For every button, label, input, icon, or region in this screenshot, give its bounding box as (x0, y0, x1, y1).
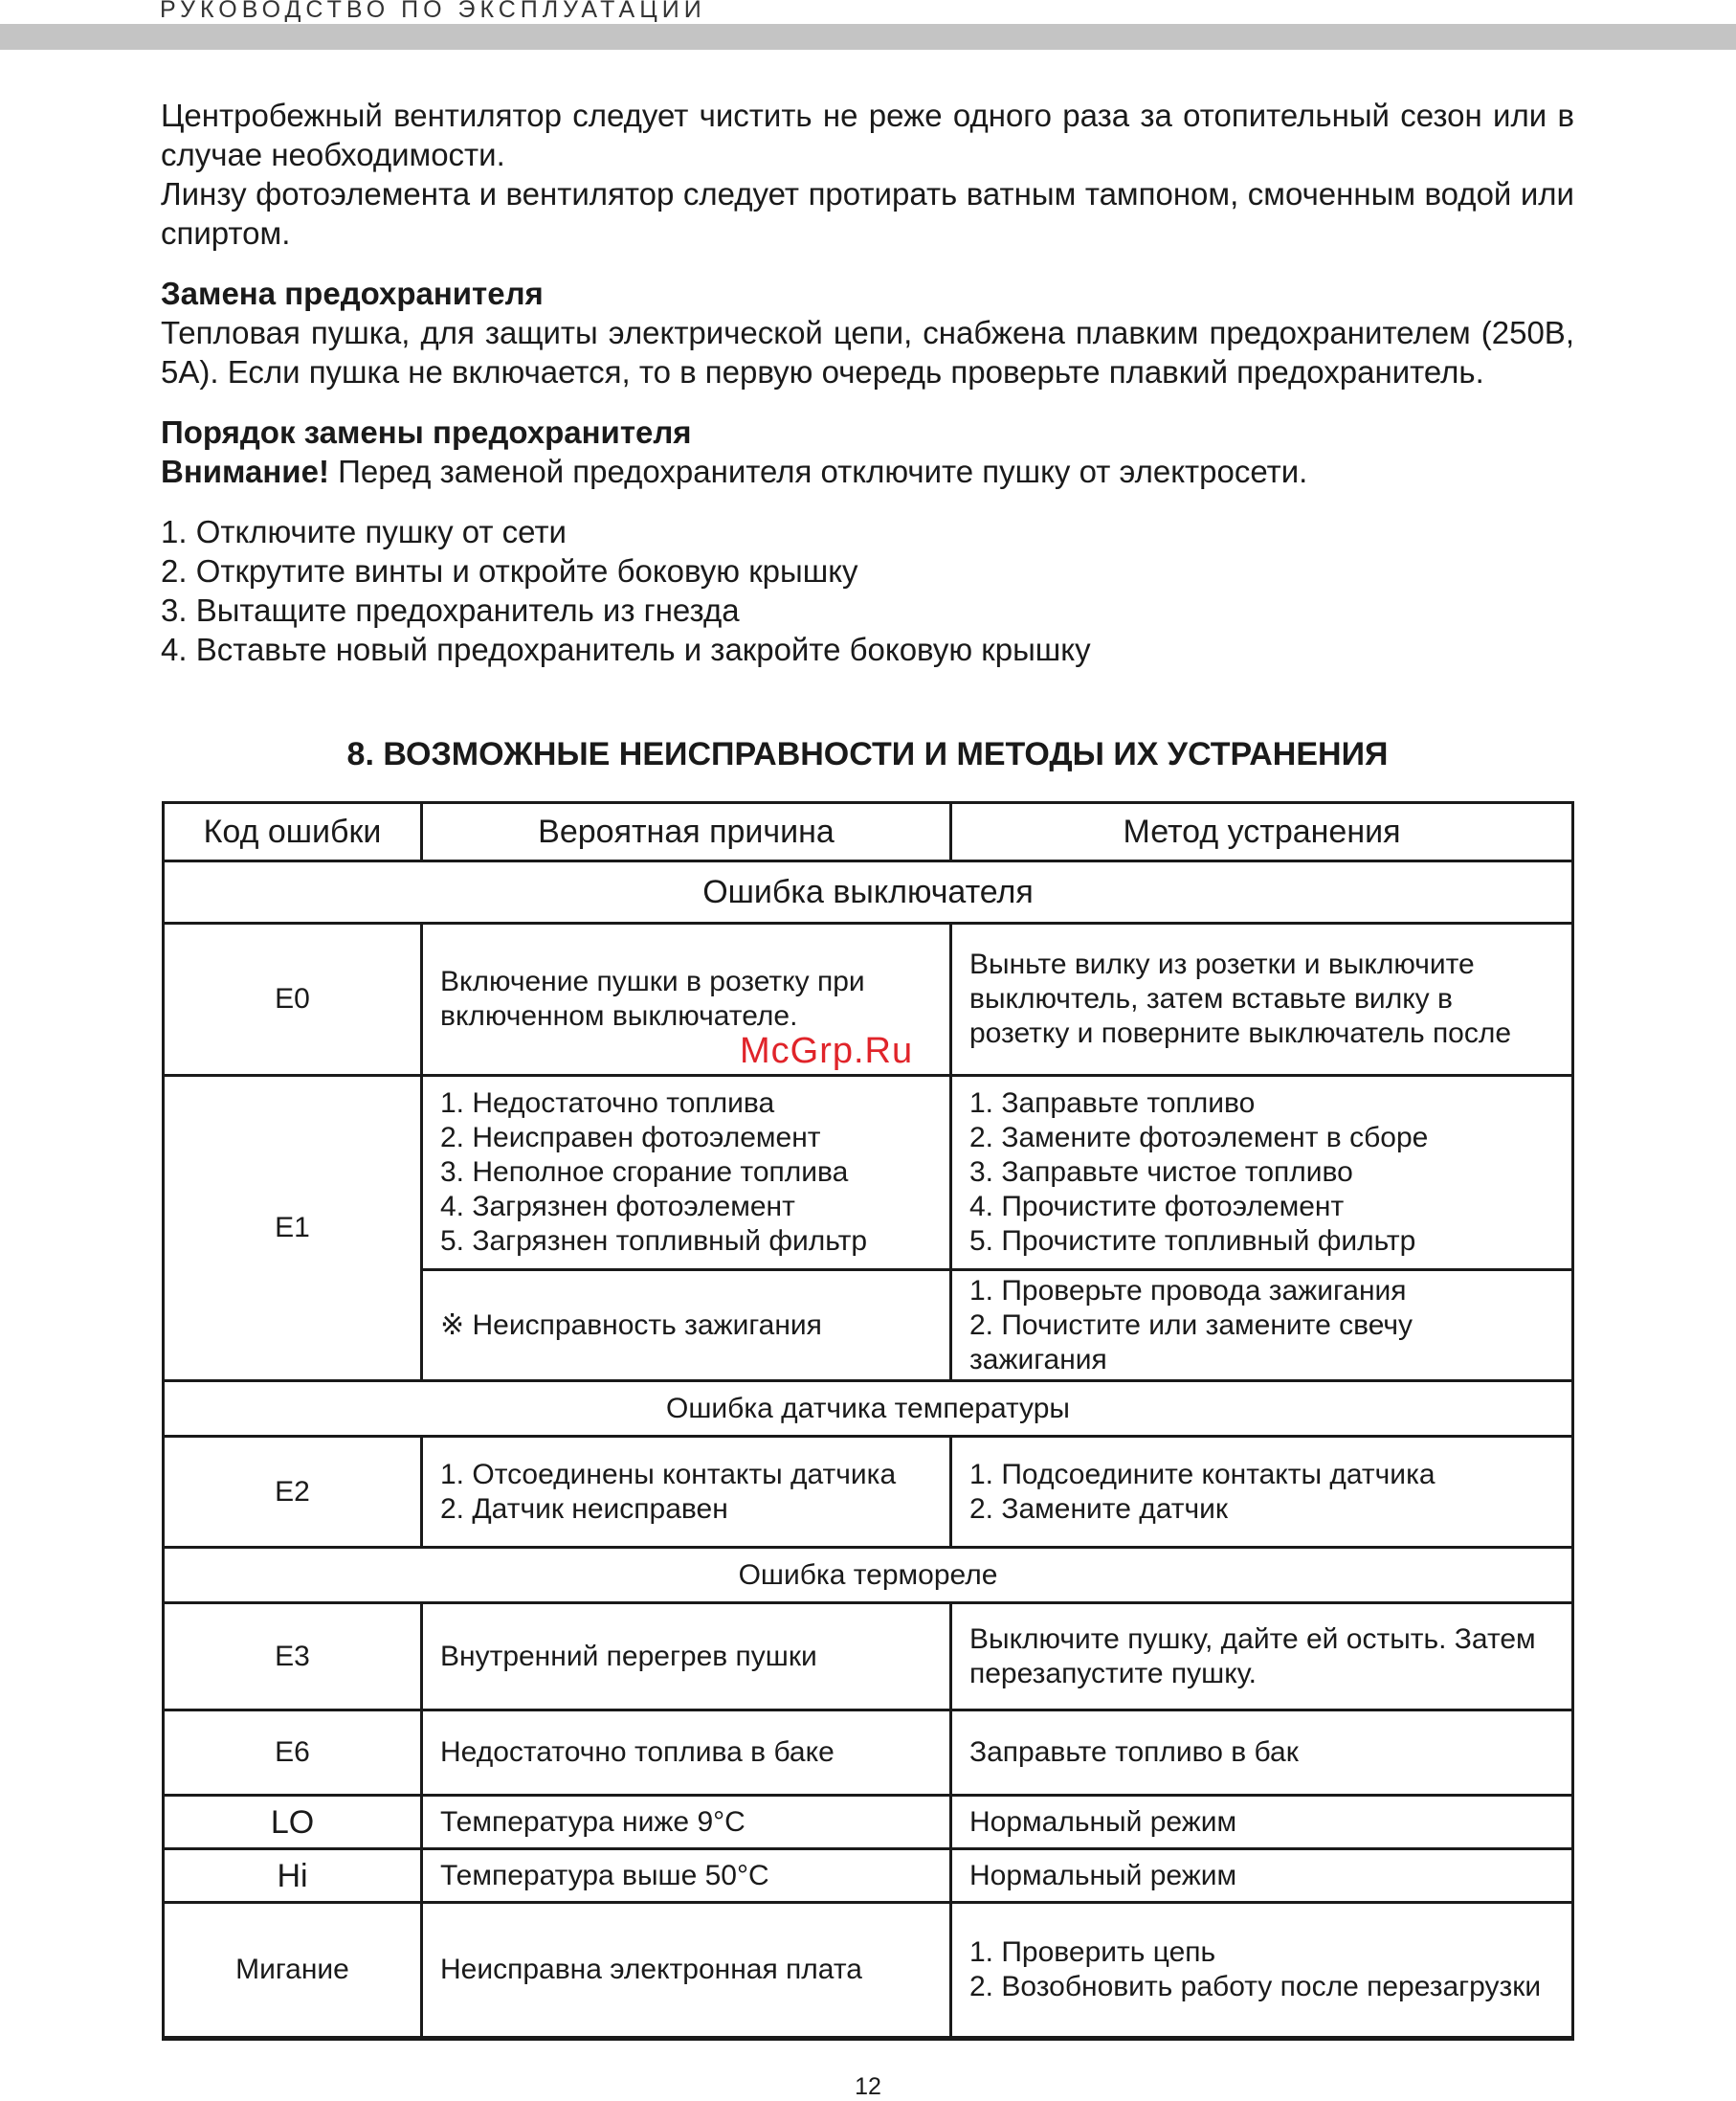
cause-e6: Недостаточно топлива в баке (422, 1710, 951, 1796)
fix-item: 5. Прочистите топливный фильтр (969, 1225, 1416, 1257)
procedure-heading: Порядок замены предохранителя (161, 414, 692, 450)
fix-item: 1. Проверить цепь (969, 1936, 1216, 1968)
fix-item: 2. Замените фотоэлемент в сборе (969, 1122, 1429, 1153)
fix-item: 1. Заправьте топливо (969, 1087, 1256, 1119)
column-header-cause: Вероятная причина (422, 803, 951, 861)
procedure-step: 1. Отключите пушку от сети (161, 514, 567, 549)
error-code-e3: E3 (164, 1603, 422, 1710)
error-code-hi: Hi (164, 1849, 422, 1903)
cause-item: 1. Отсоединены контакты датчика (440, 1458, 897, 1490)
fix-item: 1. Проверьте провода зажигания (969, 1274, 1407, 1307)
table-header-row (164, 803, 1573, 861)
causes-e2 (422, 1437, 951, 1548)
fixes-e2 (951, 1437, 1573, 1548)
procedure-step: 2. Открутите винты и откройте боковую крышку (161, 553, 858, 589)
cause-e3: Внутренний перегрев пушки (422, 1603, 951, 1710)
error-code-e0: E0 (164, 924, 422, 1076)
header-title: РУКОВОДСТВО ПО ЭКСПЛУАТАЦИИ (160, 0, 706, 23)
cause-e0: Включение пушки в розетку при включенном выключателе. (422, 924, 951, 1076)
warning-text: Перед заменой предохранителя отключите пушку от электросети. (328, 454, 1308, 489)
cause-item: 2. Датчик неисправен (440, 1492, 728, 1525)
fixes-blink (951, 1903, 1573, 2039)
cause-item: 4. Загрязнен фотоэлемент (440, 1191, 795, 1222)
fuse-text: Тепловая пушка, для защиты электрической цепи, снабжена плавким предохранителем (250В, 5А). Если пушка не включается, то в первую очередь проверьте плавкий предохранитель. (161, 315, 1574, 390)
procedure-step: 3. Вытащите предохранитель из гнезда (161, 592, 740, 628)
group-row-relay (164, 1548, 1573, 1603)
section-title: 8. ВОЗМОЖНЫЕ НЕИСПРАВНОСТИ И МЕТОДЫ ИХ УСТРАНЕНИЯ (346, 736, 1389, 772)
procedure-step: 4. Вставьте новый предохранитель и закройте боковую крышку (161, 632, 1091, 667)
table-row-e1 (164, 1076, 1573, 1270)
main-content (161, 96, 1574, 669)
cause-hi: Температура выше 50°C (422, 1849, 951, 1903)
group-label-switch: Ошибка выключателя (164, 861, 1573, 924)
error-code-e1: E1 (164, 1076, 422, 1381)
group-label-temperature: Ошибка датчика температуры (164, 1381, 1573, 1437)
error-codes-table (162, 801, 1574, 2041)
table-row-e2 (164, 1437, 1573, 1548)
error-code-lo: LO (164, 1796, 422, 1849)
fix-lo: Нормальный режим (951, 1796, 1573, 1849)
watermark: McGrp.Ru (740, 1031, 914, 1071)
cause-item: 2. Неисправен фотоэлемент (440, 1122, 821, 1153)
causes-e1 (422, 1076, 951, 1270)
table-row-blink (164, 1903, 1573, 2039)
fix-e6: Заправьте топливо в бак (951, 1710, 1573, 1796)
error-code-e6: E6 (164, 1710, 422, 1796)
warning-label: Внимание! (161, 454, 329, 489)
fix-item: 2. Возобновить работу после перезагрузки (969, 1971, 1542, 2002)
cause-ignition: ※ Неисправность зажигания (422, 1270, 951, 1381)
group-row-temperature (164, 1381, 1573, 1437)
fix-item: 2. Почистите или замените свечу зажигания (969, 1308, 1413, 1375)
intro-paragraph-fan: Центробежный вентилятор следует чистить не реже одного раза за отопительный сезон или в случае необходимости. (161, 98, 1574, 172)
group-row-switch (164, 861, 1573, 924)
fix-item: 4. Прочистите фотоэлемент (969, 1191, 1345, 1222)
cause-lo: Температура ниже 9°C (422, 1796, 951, 1849)
fix-item: 3. Заправьте чистое топливо (969, 1156, 1353, 1188)
cause-item: 3. Неполное сгорание топлива (440, 1156, 849, 1188)
column-header-fix: Метод устранения (951, 803, 1573, 861)
column-header-code: Код ошибки (164, 803, 422, 861)
cause-item: 1. Недостаточно топлива (440, 1087, 775, 1119)
fix-e0: Выньте вилку из розетки и выключите выключтель, затем вставьте вилку в розетку и поверните выключатель после (951, 924, 1573, 1076)
fixes-ignition (951, 1270, 1573, 1381)
fix-item: 1. Подсоедините контакты датчика (969, 1458, 1436, 1490)
group-label-relay: Ошибка термореле (164, 1548, 1573, 1603)
procedure-warning (161, 452, 1574, 491)
fixes-e1 (951, 1076, 1573, 1270)
fuse-heading: Замена предохранителя (161, 276, 544, 311)
table-row-e3 (164, 1603, 1573, 1710)
cause-blink: Неисправна электронная плата (422, 1903, 951, 2039)
fix-item: 2. Замените датчик (969, 1492, 1228, 1525)
table-row-e6 (164, 1710, 1573, 1796)
cause-item: 5. Загрязнен топливный фильтр (440, 1225, 868, 1257)
error-code-blink: Мигание (164, 1903, 422, 2039)
table-row-lo (164, 1796, 1573, 1849)
header-bar (0, 24, 1736, 50)
error-code-e2: E2 (164, 1437, 422, 1548)
page-number: 12 (855, 2073, 881, 2100)
fix-hi: Нормальный режим (951, 1849, 1573, 1903)
table-row-hi (164, 1849, 1573, 1903)
procedure-steps (161, 512, 1574, 669)
intro-paragraph-lens: Линзу фотоэлемента и вентилятор следует протирать ватным тампоном, смоченным водой или спиртом. (161, 176, 1574, 251)
fix-e3: Выключите пушку, дайте ей остыть. Затем перезапустите пушку. (951, 1603, 1573, 1710)
